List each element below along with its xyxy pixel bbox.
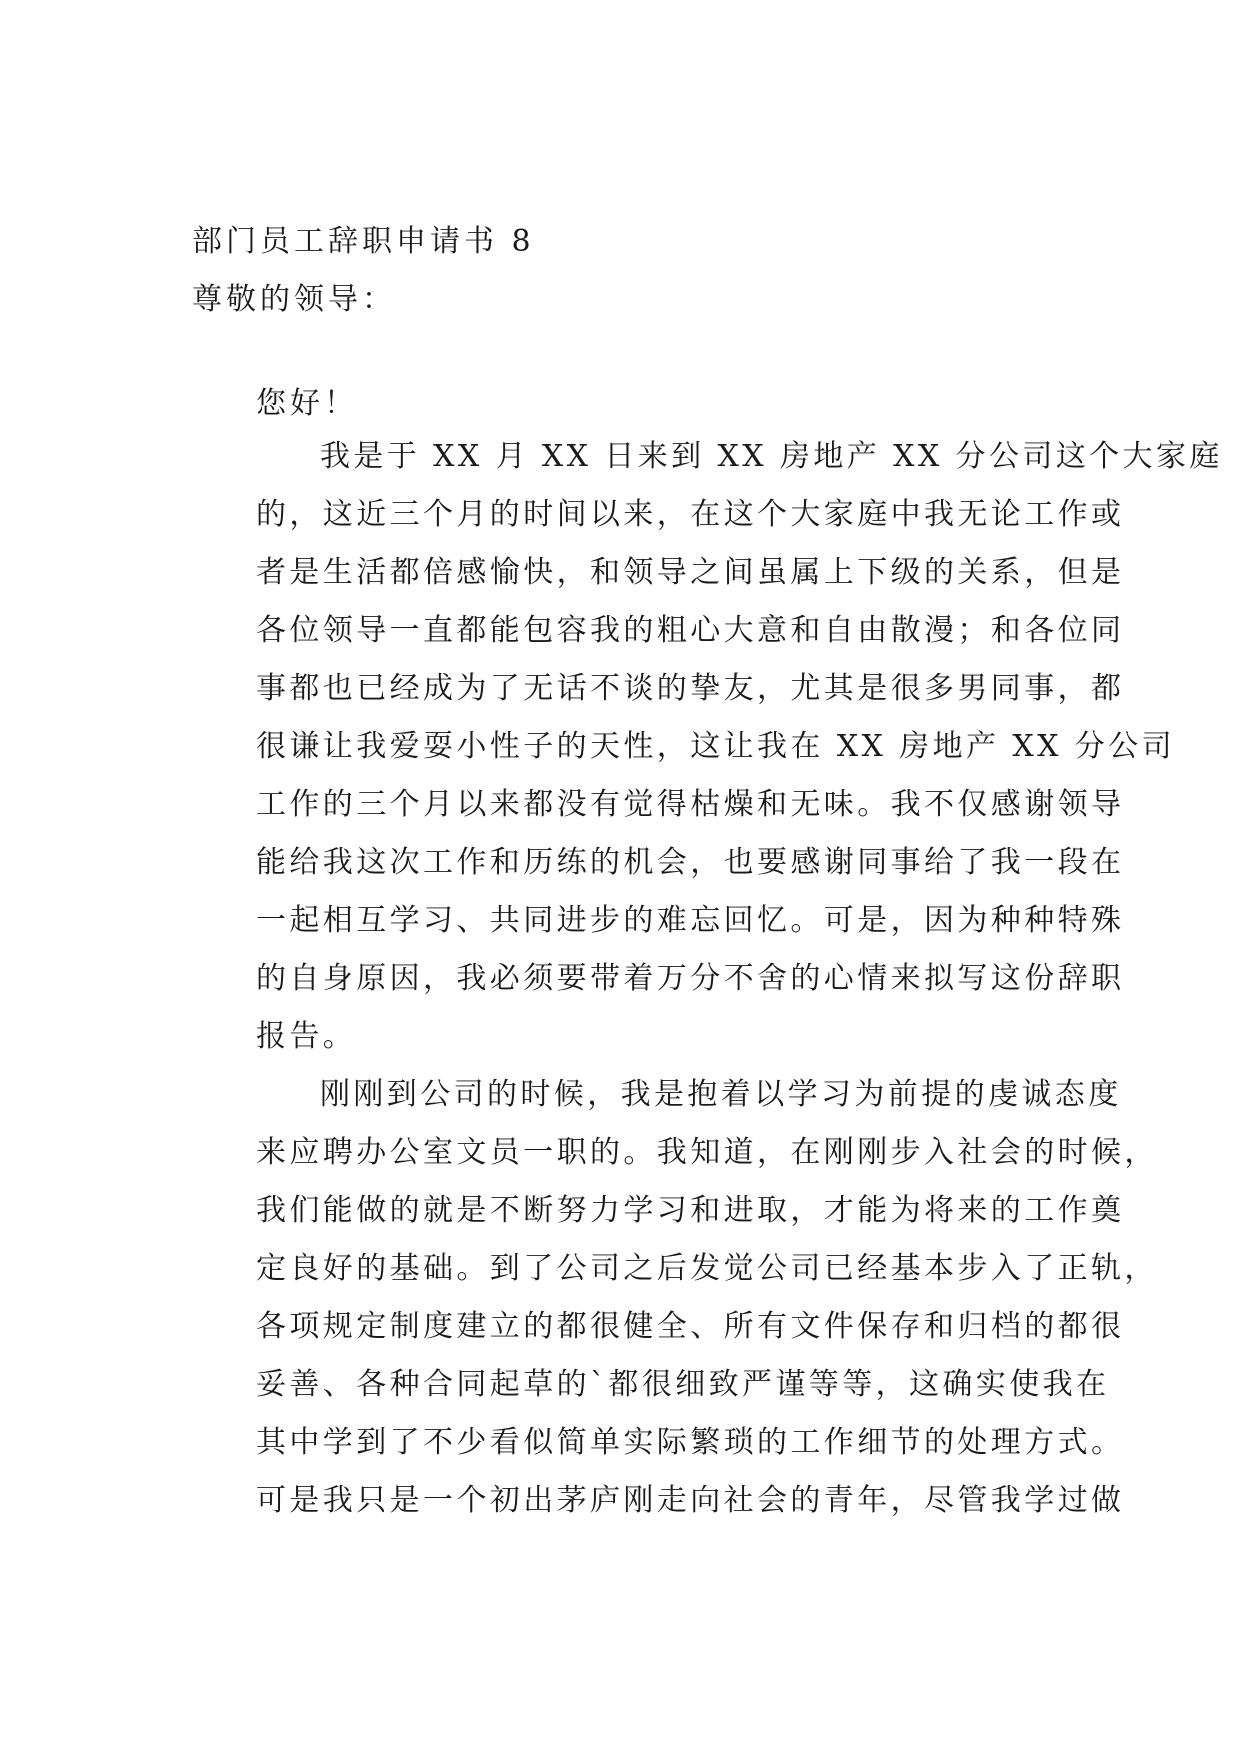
paragraph-line: 能给我这次工作和历练的机会，也要感谢同事给了我一段在	[256, 845, 1125, 880]
paragraph-line: 工作的三个月以来都没有觉得枯燥和无味。我不仅感谢领导	[256, 787, 1125, 822]
paragraph-line: 事都也已经成为了无话不谈的挚友，尤其是很多男同事，都	[256, 671, 1125, 706]
document-title: 部门员工辞职申请书 8	[192, 224, 535, 259]
paragraph-line: 定良好的基础。到了公司之后发觉公司已经基本步入了正轨，	[256, 1251, 1158, 1286]
greeting: 您好！	[256, 386, 358, 421]
paragraph-line: 我们能做的就是不断努力学习和进取，才能为将来的工作奠	[256, 1193, 1125, 1228]
paragraph-line: 的自身原因，我必须要带着万分不舍的心情来拟写这份辞职	[256, 961, 1125, 996]
paragraph-line: 妥善、各种合同起草的`都很细致严谨等等，这确实使我在	[256, 1367, 1110, 1402]
salutation: 尊敬的领导：	[192, 282, 396, 317]
paragraph-2	[192, 1066, 1158, 1530]
paragraph-line: 一起相互学习、共同进步的难忘回忆。可是，因为种种特殊	[256, 903, 1125, 938]
paragraph-line: 其中学到了不少看似简单实际繁琐的工作细节的处理方式。	[256, 1425, 1125, 1460]
paragraph-line: 的，这近三个月的时间以来，在这个大家庭中我无论工作或	[256, 497, 1125, 532]
paragraph-line: 很谦让我爱耍小性子的天性，这让我在 XX 房地产 XX 分公司	[256, 729, 1175, 764]
paragraph-line: 各项规定制度建立的都很健全、所有文件保存和归档的都很	[256, 1309, 1125, 1344]
paragraph-line: 可是我只是一个初出茅庐刚走向社会的青年，尽管我学过做	[256, 1483, 1125, 1518]
paragraph-line: 报告。	[256, 1019, 357, 1054]
paragraph-line: 来应聘办公室文员一职的。我知道，在刚刚步入社会的时候，	[256, 1135, 1158, 1170]
paragraph-line: 者是生活都倍感愉快，和领导之间虽属上下级的关系，但是	[256, 555, 1125, 590]
document-body	[192, 222, 1223, 1530]
paragraph-line: 我是于 XX 月 XX 日来到 XX 房地产 XX 分公司这个大家庭	[320, 439, 1223, 474]
paragraph-line: 各位领导一直都能包容我的粗心大意和自由散漫；和各位同	[256, 613, 1125, 648]
paragraph-line: 刚刚到公司的时候，我是抱着以学习为前提的虔诚态度	[320, 1077, 1122, 1112]
paragraph-1	[192, 428, 1223, 1066]
